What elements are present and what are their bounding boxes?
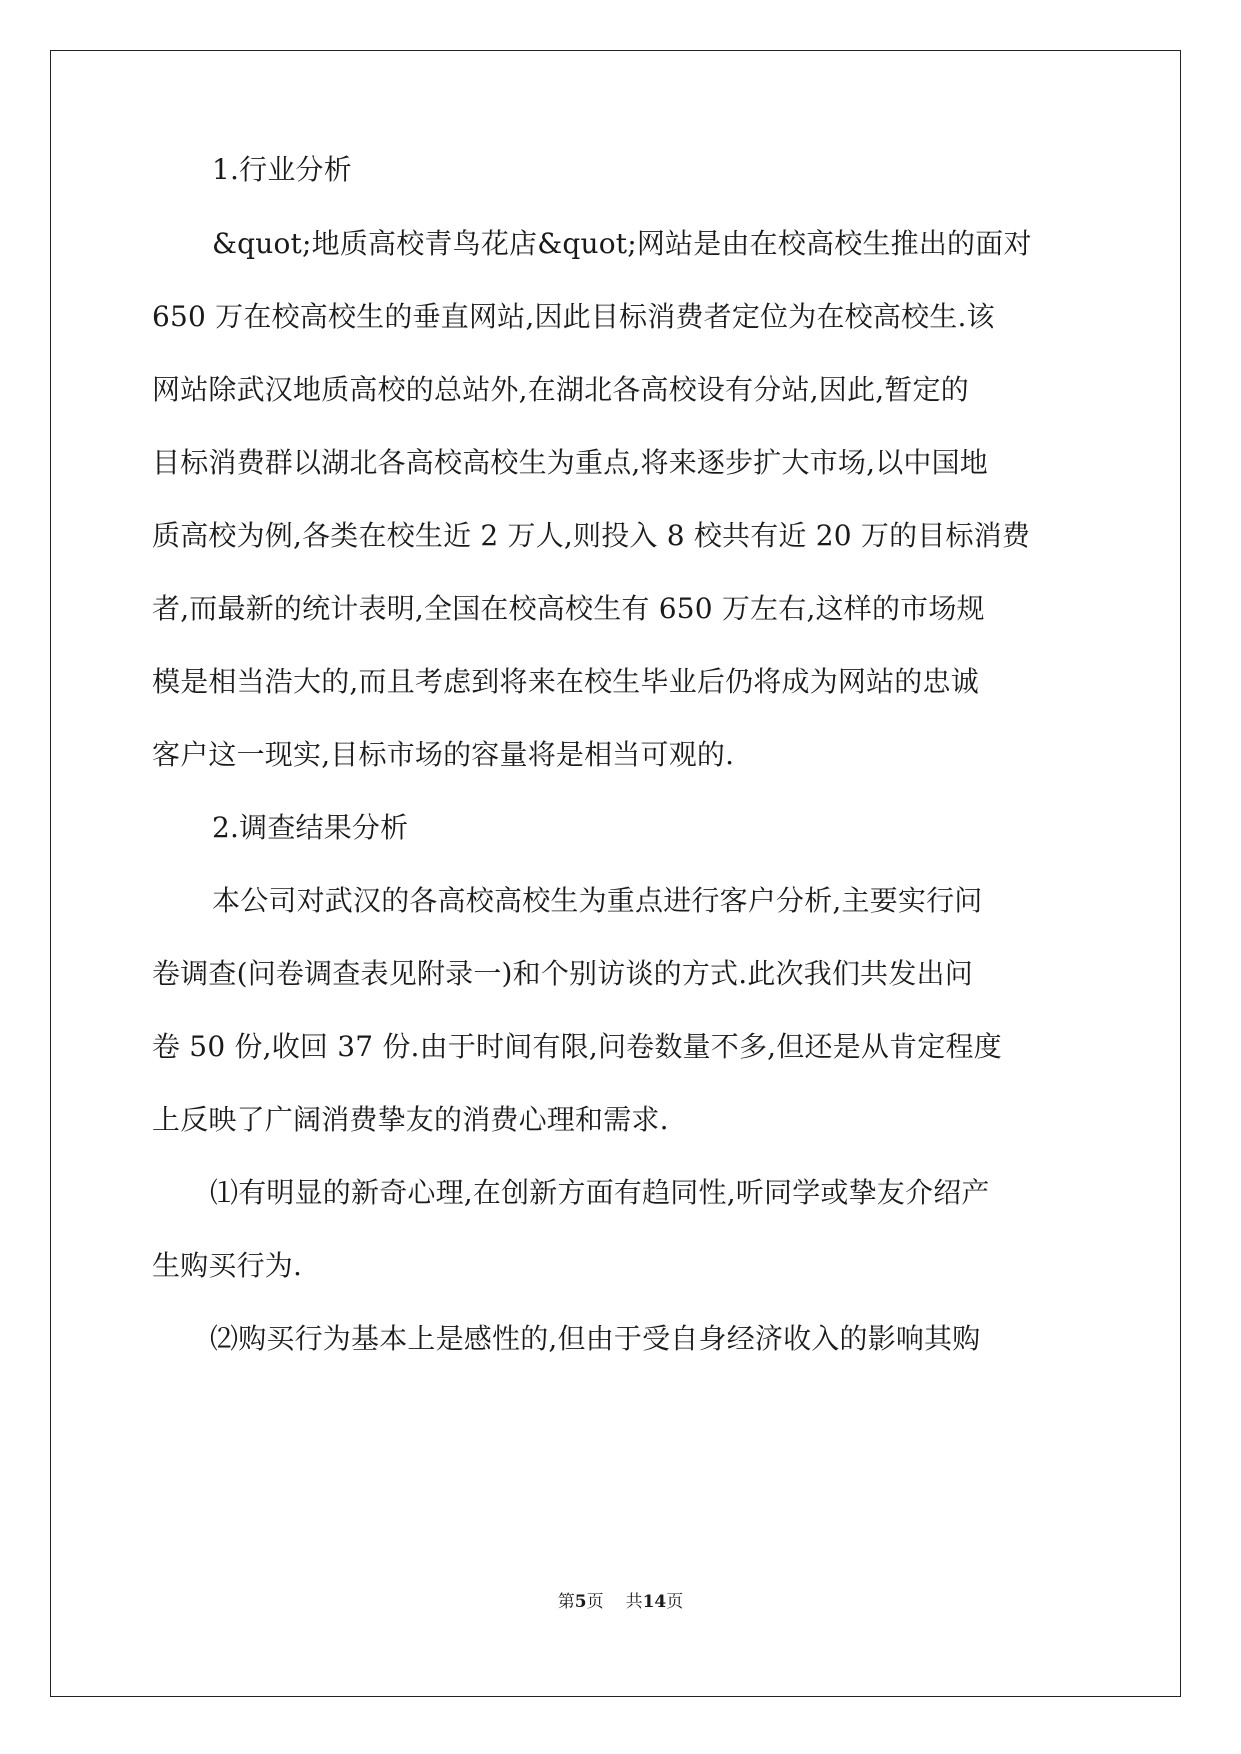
page-suffix: 页 <box>586 1592 604 1612</box>
paragraph-line: 上反映了广阔消费挚友的消费心理和需求. <box>152 1103 669 1136</box>
page-number: 5 <box>574 1592 587 1612</box>
paragraph-line: 卷 50 份,收回 37 份.由于时间有限,问卷数量不多,但还是从肯定程度 <box>152 1030 1002 1063</box>
paragraph-line: 者,而最新的统计表明,全国在校高校生有 650 万左右,这样的市场规 <box>152 592 985 625</box>
paragraph-line: &quot;地质高校青鸟花店&quot;网站是由在校高校生推出的面对 <box>212 227 1032 260</box>
section-heading-survey-analysis: 2.调查结果分析 <box>212 811 409 844</box>
page-prefix: 第 <box>557 1592 575 1612</box>
list-item-2: ⑵购买行为基本上是感性的,但由于受自身经济收入的影响其购 <box>210 1322 981 1355</box>
paragraph-line: 目标消费群以湖北各高校高校生为重点,将来逐步扩大市场,以中国地 <box>152 446 989 479</box>
paragraph-line: 本公司对武汉的各高校高校生为重点进行客户分析,主要实行问 <box>212 884 983 917</box>
paragraph-line: 模是相当浩大的,而且考虑到将来在校生毕业后仍将成为网站的忠诚 <box>152 665 979 698</box>
total-pages: 14 <box>642 1592 667 1612</box>
list-item-1-continued: 生购买行为. <box>152 1249 303 1282</box>
paragraph-line: 650 万在校高校生的垂直网站,因此目标消费者定位为在校高校生.该 <box>152 300 995 333</box>
section-heading-industry-analysis: 1.行业分析 <box>212 153 352 186</box>
total-suffix: 页 <box>666 1592 684 1612</box>
paragraph-line: 质高校为例,各类在校生近 2 万人,则投入 8 校共有近 20 万的目标消费 <box>152 519 1031 552</box>
paragraph-line: 网站除武汉地质高校的总站外,在湖北各高校设有分站,因此,暂定的 <box>152 373 969 406</box>
total-prefix: 共 <box>625 1592 643 1612</box>
paragraph-line: 卷调查(问卷调查表见附录一)和个别访谈的方式.此次我们共发出问 <box>152 957 973 990</box>
page-footer <box>0 1590 1241 1614</box>
list-item-1: ⑴有明显的新奇心理,在创新方面有趋同性,听同学或挚友介绍产 <box>210 1176 990 1209</box>
paragraph-line: 客户这一现实,目标市场的容量将是相当可观的. <box>152 738 735 771</box>
